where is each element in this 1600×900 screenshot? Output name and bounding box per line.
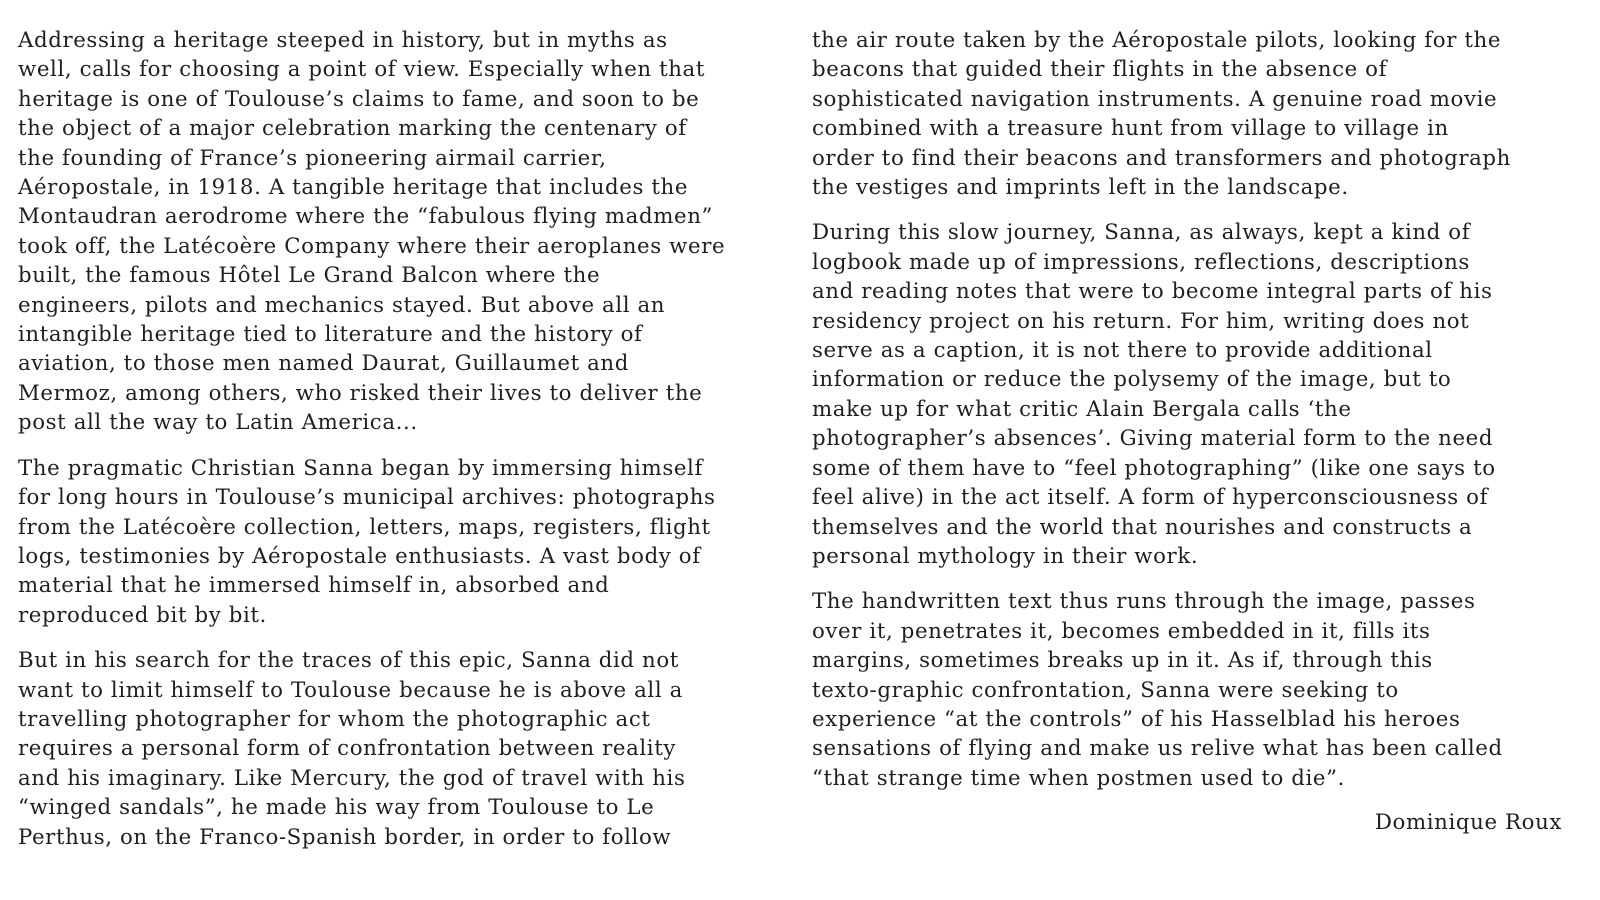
paragraph-archives: The pragmatic Christian Sanna began by immersing himself for long hours in Toulouse’s municipal archives: photographs from the Latécoère collection, letters, maps, registers, flight logs, testimonies by Aéropostale enthusiasts. A vast body of material that he immersed himself in, absorbed and reproduced bit by bit.	[18, 455, 716, 628]
paragraph-search-traces: But in his search for the traces of this epic, Sanna did not want to limit himself to Toulouse because he is above all a travelling photographer for whom the photographic act requires a personal form of confrontation between reality and his imaginary. Like Mercury, the god of travel with his “winged sandals”, he made his way from Toulouse to Le Perthus, on the Franco-Spanish border, in order to follow	[18, 648, 686, 850]
paragraph-heritage: Addressing a heritage steeped in history, but in myths as well, calls for choosing a point of view. Especially when that heritage is one of Toulouse’s claims to fame, and soon to be the object of a major celebration marking the centenary of the founding of France’s pioneering airmail carrier, Aéropostale, in 1918. A tangible heritage that includes the Montaudran aerodrome where the “fabulous flying madmen” took off, the Latécoère Company where their aeroplanes were built, the famous Hôtel Le Grand Balcon where the engineers, pilots and mechanics stayed. But above all an intangible heritage tied to literature and the history of aviation, to those men named Daurat, Guillaumet and Mermoz, among others, who risked their lives to deliver the post all the way to Latin America...	[18, 28, 726, 436]
paragraph-handwritten-text: The handwritten text thus runs through the image, passes over it, penetrates it, becomes embedded in it, fills its margins, sometimes breaks up in it. As if, through this texto-graphic confrontation, Sanna were seeking to experience “at the controls” of his Hasselblad his heroes sensations of flying and make us relive what has been called “that strange time when postmen used to die”.	[812, 589, 1503, 791]
author-signature: Dominique Roux	[1374, 810, 1562, 835]
right-column	[812, 26, 1572, 809]
paragraph-logbook: During this slow journey, Sanna, as always, kept a kind of logbook made up of impressions, reflections, descriptions and reading notes that were to become integral parts of his residency project on his return. For him, writing does not serve as a caption, it is not there to provide additional information or reduce the polysemy of the image, but to make up for what critic Alain Bergala calls ‘the photographer’s absences’. Giving material form to the need some of them have to “feel photographing” (like one says to feel alive) in the act itself. A form of hyperconsciousness of themselves and the world that nourishes and constructs a personal mythology in their work.	[812, 220, 1496, 569]
left-column	[18, 26, 788, 868]
paragraph-air-route: the air route taken by the Aéropostale pilots, looking for the beacons that guided their flights in the absence of sophisticated navigation instruments. A genuine road movie combined with a treasure hunt from village to village in order to find their beacons and transformers and photograph the vestiges and imprints left in the landscape.	[812, 28, 1511, 201]
